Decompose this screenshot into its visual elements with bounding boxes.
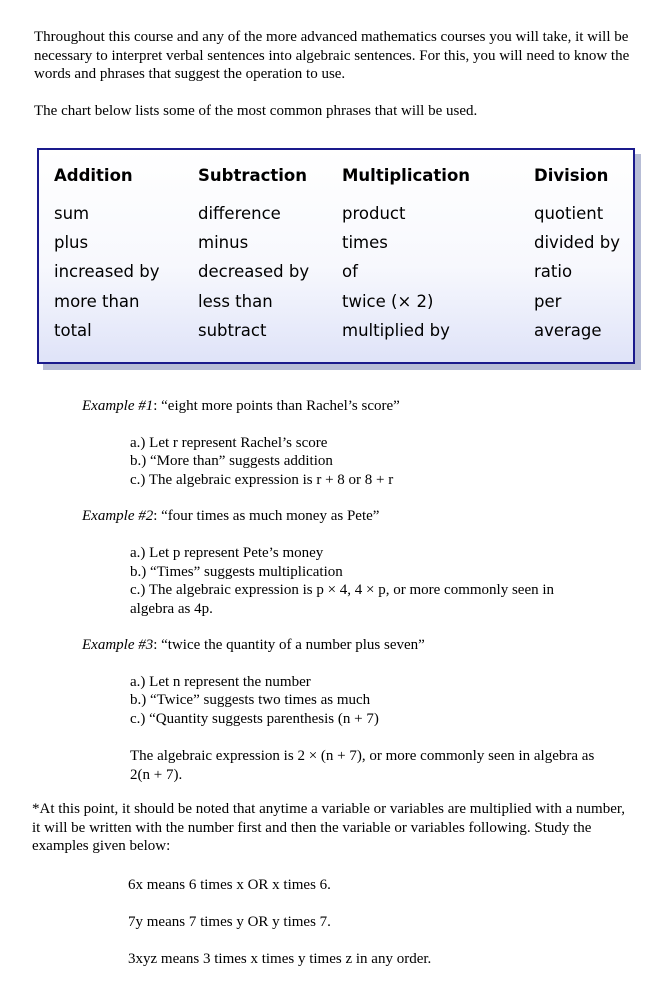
example-label: Example #1 xyxy=(82,398,154,414)
chart-intro-paragraph: The chart below lists some of the most common phrases that will be used. xyxy=(34,103,478,119)
phrase-item: average xyxy=(534,321,602,340)
intro-paragraph: Throughout this course and any of the more advanced mathematics courses you will take, it will be necessary to interpret verbal sentences into algebraic sentences. For this, you will need to know the words and phrases that suggest the operation to use. xyxy=(34,29,630,82)
phrase-item: minus xyxy=(198,233,249,252)
phrase-item: twice (× 2) xyxy=(342,292,434,311)
example-phrase: : “four times as much money as Pete” xyxy=(153,508,380,524)
phrase-item: product xyxy=(342,204,406,223)
phrase-item: subtract xyxy=(198,321,267,340)
phrase-item: per xyxy=(534,292,562,311)
phrase-item: increased by xyxy=(54,262,160,281)
phrase-item: divided by xyxy=(534,233,620,252)
phrase-item: quotient xyxy=(534,204,604,223)
phrase-item: more than xyxy=(54,292,140,311)
phrase-item: sum xyxy=(54,204,90,223)
example-2-line-c: c.) The algebraic expression is p × 4, 4 × p, or more commonly seen in algebra as 4p. xyxy=(130,582,555,617)
example-label: Example #3 xyxy=(82,637,154,653)
example-1-heading xyxy=(82,397,400,416)
phrase-item: plus xyxy=(54,233,89,252)
operation-phrases-chart xyxy=(37,148,635,364)
phrase-item: difference xyxy=(198,204,281,223)
example-3-line-b: b.) “Twice” suggests two times as much xyxy=(130,692,371,708)
example-3-conclusion: The algebraic expression is 2 × (n + 7), or more commonly seen in algebra as 2(n + 7). xyxy=(130,748,595,783)
phrase-item: of xyxy=(342,262,358,281)
column-header: Multiplication xyxy=(342,166,471,185)
column-header: Addition xyxy=(54,166,133,185)
example-phrase: : “twice the quantity of a number plus seven” xyxy=(153,637,425,653)
phrase-item: ratio xyxy=(534,262,573,281)
example-1-line-b: b.) “More than” suggests addition xyxy=(130,453,333,469)
column-header: Subtraction xyxy=(198,166,308,185)
phrase-item: less than xyxy=(198,292,273,311)
example-label: Example #2 xyxy=(82,508,154,524)
phrase-item: times xyxy=(342,233,388,252)
example-1-line-c: c.) The algebraic expression is r + 8 or 8 + r xyxy=(130,472,394,488)
example-phrase: : “eight more points than Rachel’s score” xyxy=(153,398,400,414)
example-3-line-c: c.) “Quantity suggests parenthesis (n + 7) xyxy=(130,711,379,727)
phrase-item: decreased by xyxy=(198,262,310,281)
variable-example: 3xyz means 3 times x times y times z in any order. xyxy=(128,951,432,967)
example-2-line-a: a.) Let p represent Pete’s money xyxy=(130,545,324,561)
example-2-heading xyxy=(82,507,379,526)
phrase-item: multiplied by xyxy=(342,321,450,340)
variable-example: 7y means 7 times y OR y times 7. xyxy=(128,914,331,930)
example-1-line-a: a.) Let r represent Rachel’s score xyxy=(130,435,328,451)
example-2-line-b: b.) “Times” suggests multiplication xyxy=(130,564,343,580)
variable-order-note: *At this point, it should be noted that anytime a variable or variables are multiplied with a number, it will be written with the number first and then the variable or variables following. Study the examples given below: xyxy=(32,801,626,854)
phrase-item: total xyxy=(54,321,92,340)
variable-example: 6x means 6 times x OR x times 6. xyxy=(128,877,331,893)
column-header: Division xyxy=(534,166,609,185)
example-3-line-a: a.) Let n represent the number xyxy=(130,674,311,690)
example-3-heading xyxy=(82,636,425,655)
